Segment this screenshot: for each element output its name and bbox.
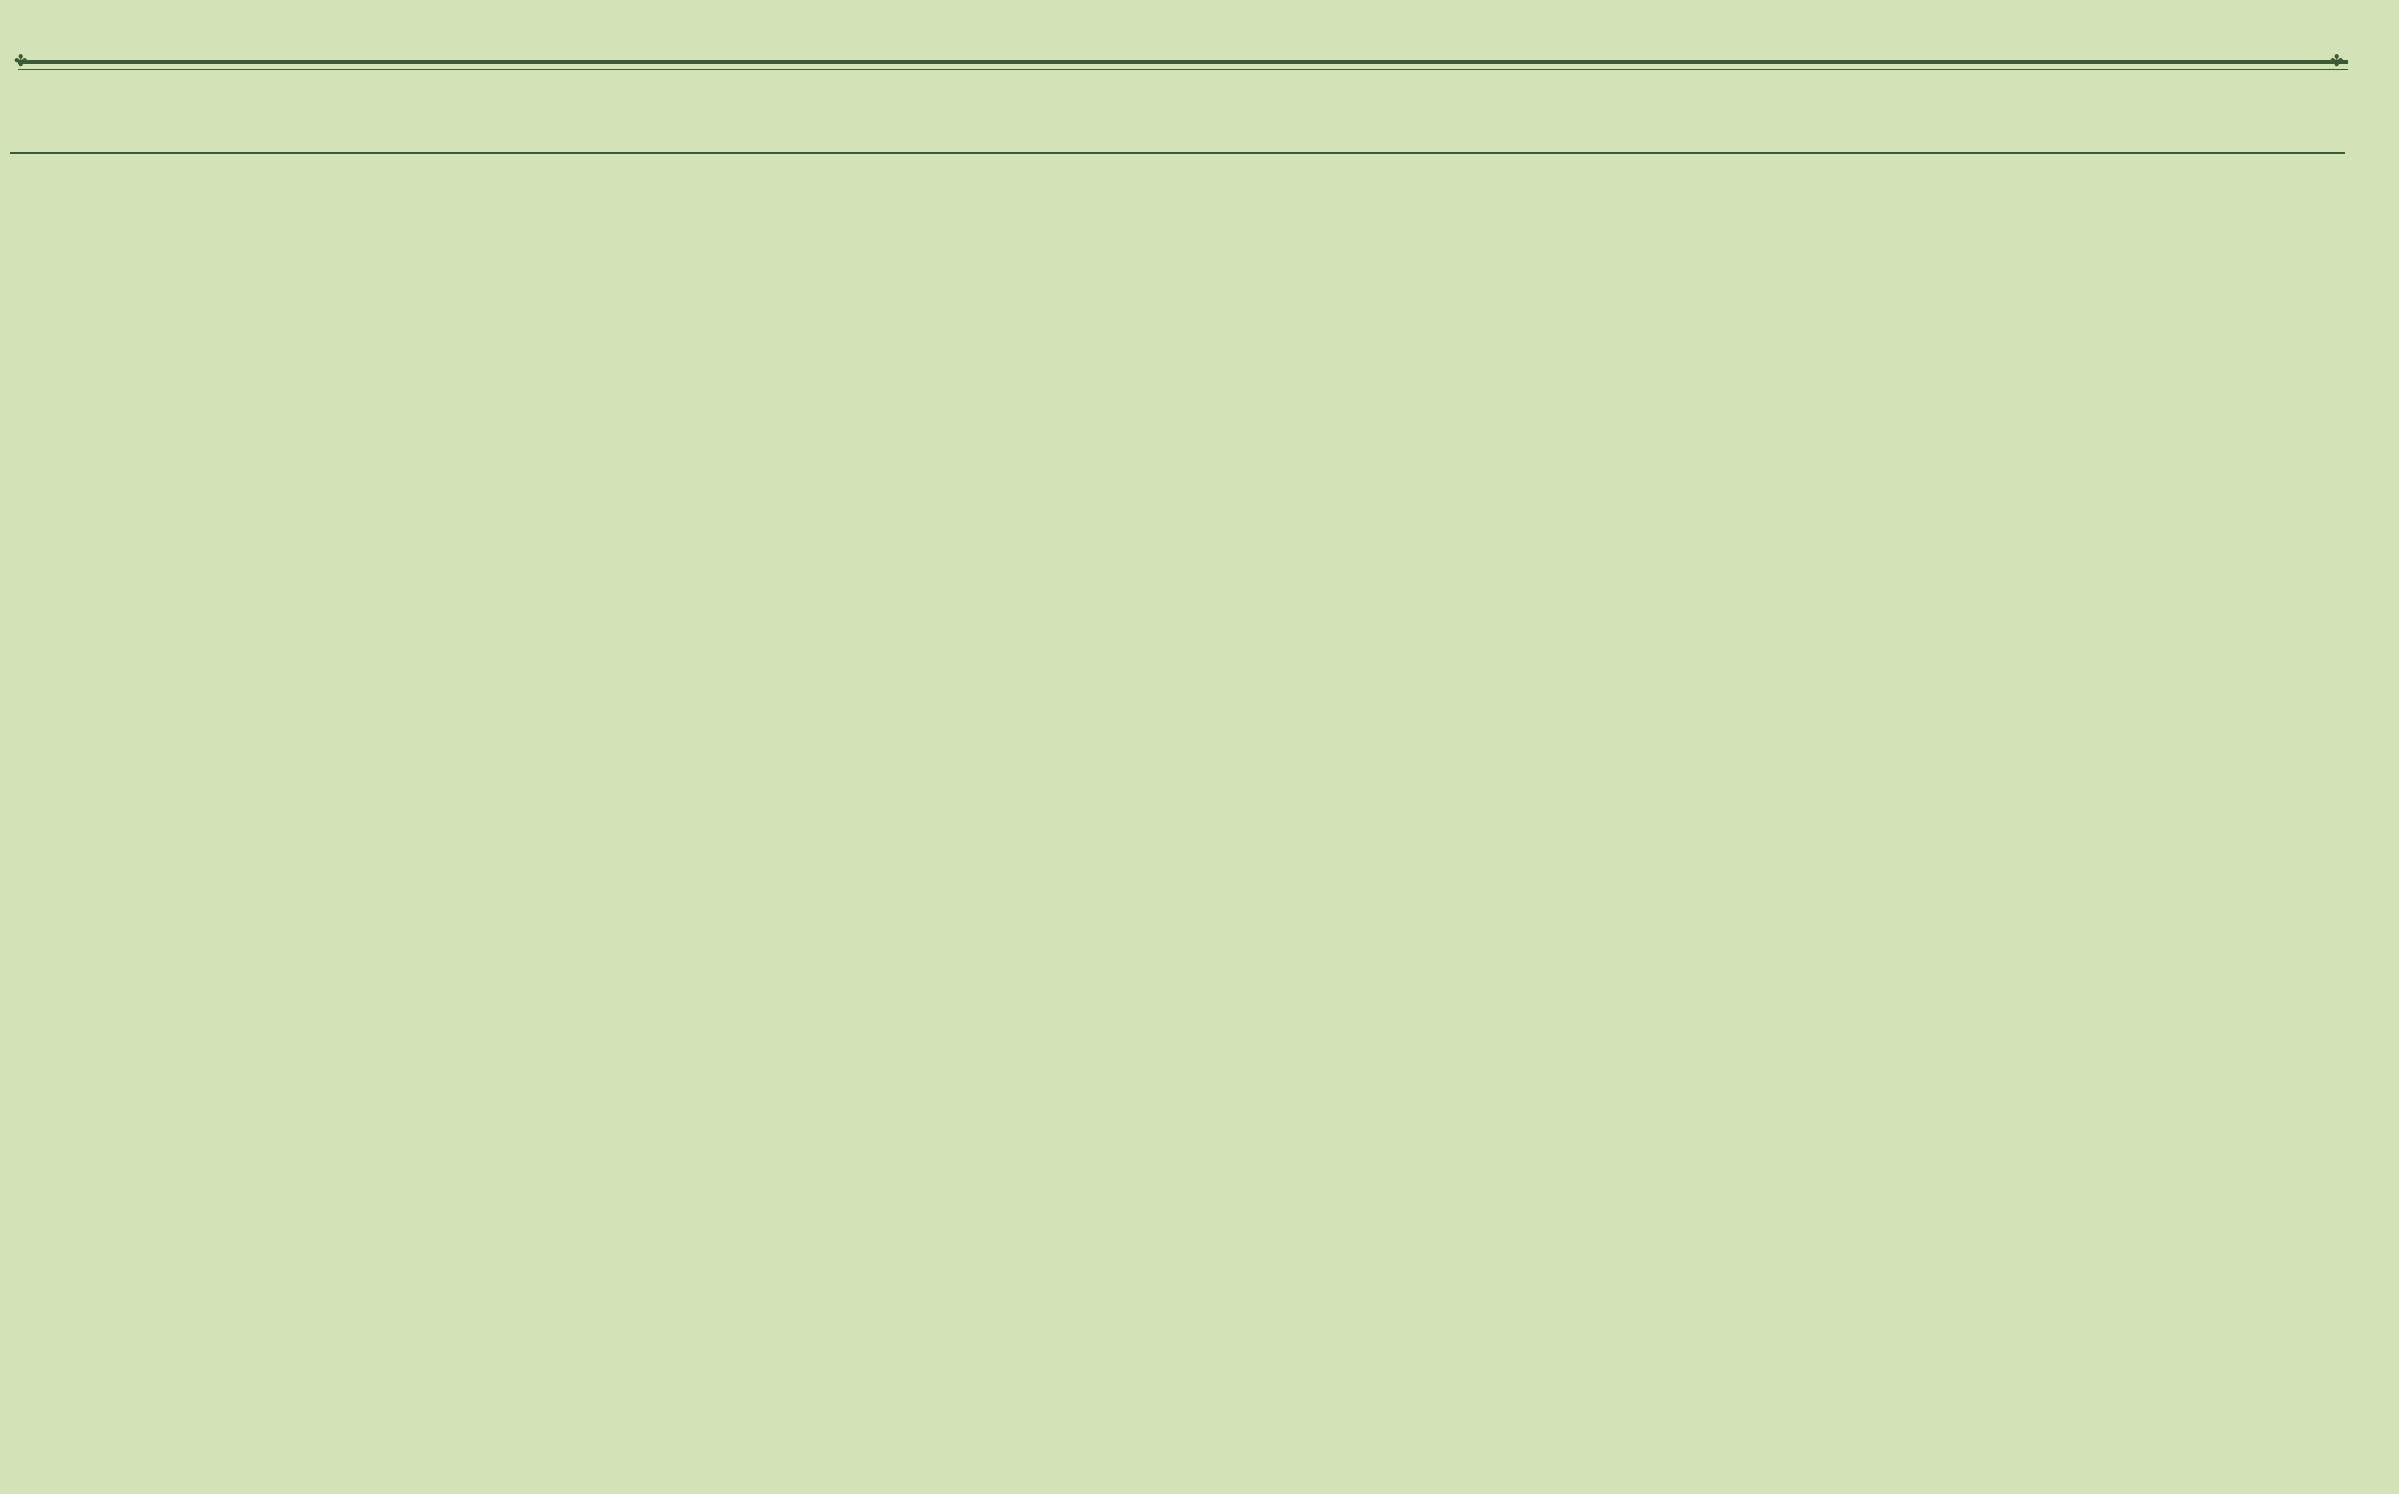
program-header xyxy=(60,88,2340,148)
header-rule-bottom xyxy=(10,152,2345,154)
header-rule-top-thin xyxy=(18,69,2348,70)
rule-ornament-left: ✤ xyxy=(14,53,28,70)
rule-ornament-right: ✤ xyxy=(2330,53,2344,70)
header-rule-top xyxy=(18,60,2348,64)
